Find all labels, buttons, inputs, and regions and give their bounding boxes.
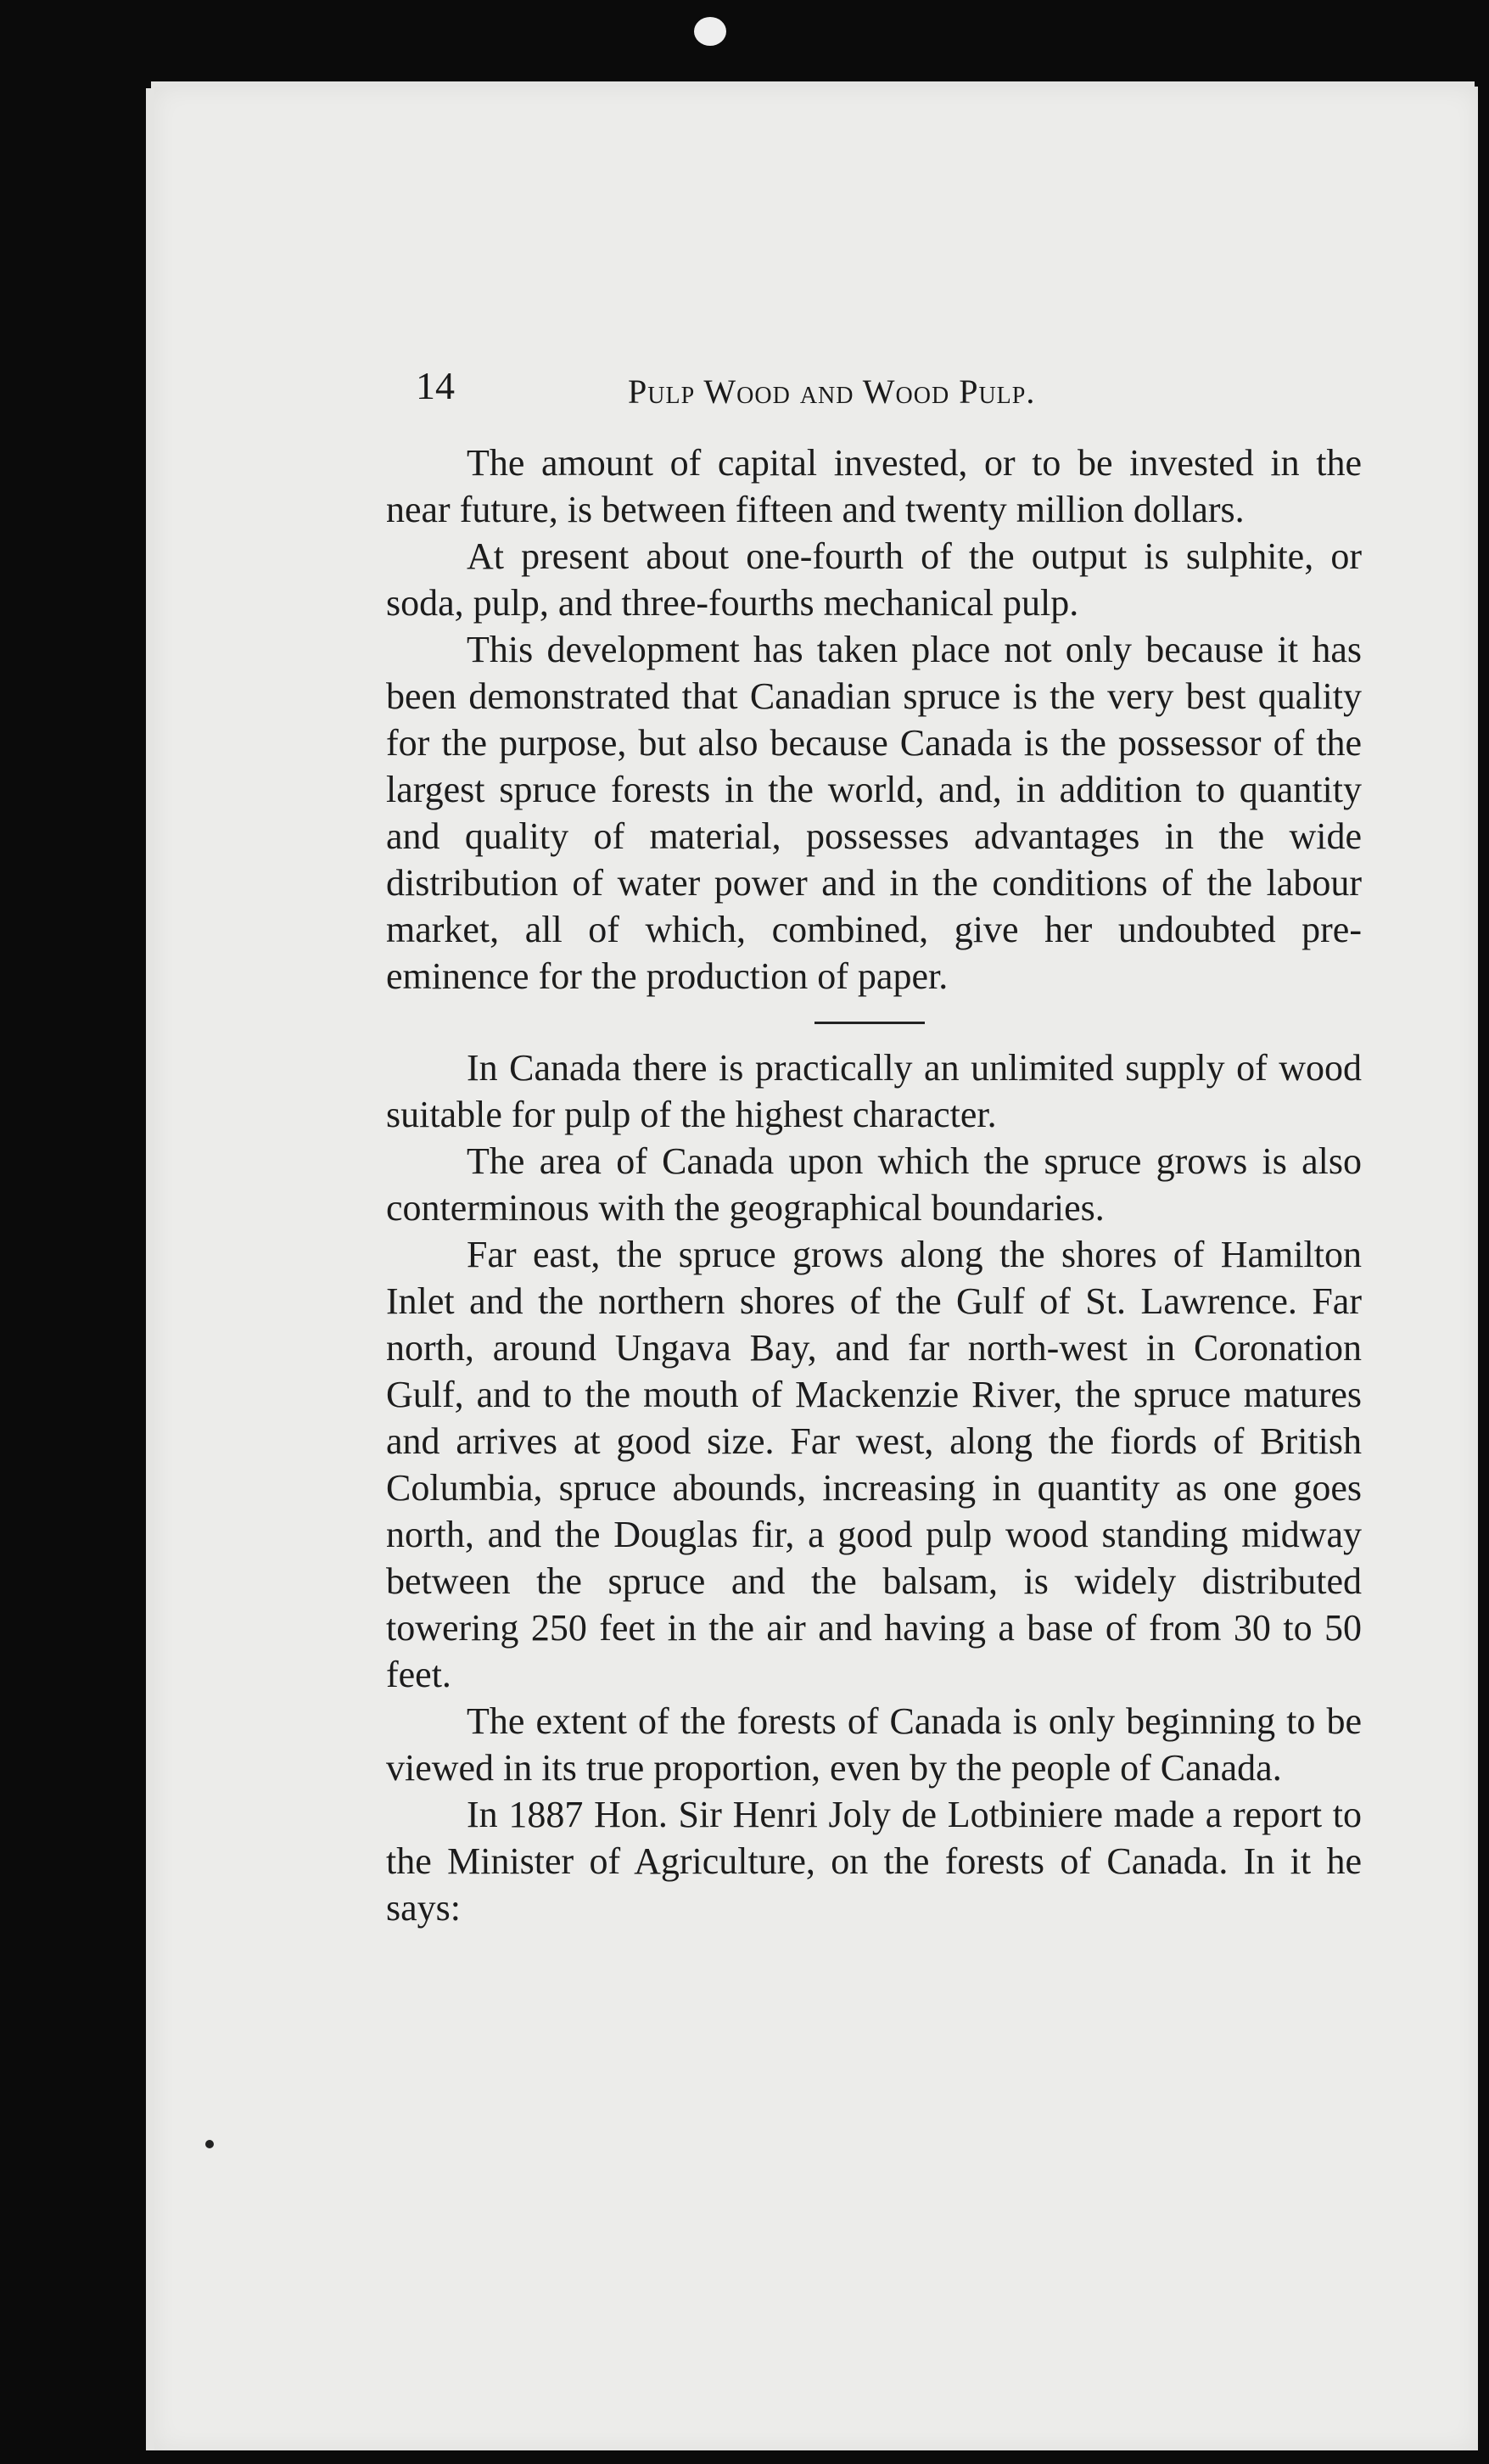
scan-speck <box>205 2140 214 2148</box>
paragraph: The area of Canada upon which the spruce grows is also conterminous with the geographical boundaries. <box>386 1140 1362 1229</box>
paragraph: The extent of the forests of Canada is only beginning to be viewed in its true proportion, even by the people of Canada. <box>386 1700 1362 1789</box>
paragraph: In Canada there is practically an unlimited supply of wood suitable for pulp of the highest character. <box>386 1047 1362 1135</box>
paragraph: This development has taken place not only because it has been demonstrated that Canadian spruce is the very best quality for the purpose, but also because Canada is the possessor of the largest spruce forests in the world, and, in addition to quantity and quality of material, possesses advantages in the wide distribution of water power and in the conditions of the labour market, all of which, combined, give her undoubted pre-eminence for the production of paper. <box>386 629 1362 997</box>
body-text <box>386 440 1362 1931</box>
page-header <box>416 363 1366 423</box>
scan-artifact <box>694 17 726 46</box>
paragraph: Far east, the spruce grows along the shores of Hamilton Inlet and the northern shores of the Gulf of St. Lawrence. Far north, around Ungava Bay, and far north-west in Coronation Gulf, and to the mouth of Mackenzie River, the spruce matures and arrives at good size. Far west, along the fiords of British Columbia, spruce abounds, increasing in quantity as one goes north, and the Douglas fir, a good pulp wood standing midway between the spruce and the balsam, is widely distributed towering 250 feet in the air and having a base of from 30 to 50 feet. <box>386 1234 1362 1695</box>
running-title: Pulp Wood and Wood Pulp. <box>628 372 1036 411</box>
paragraph: The amount of capital invested, or to be invested in the near future, is between fifteen and twenty million dollars. <box>386 442 1362 530</box>
section-divider <box>814 1022 925 1024</box>
paragraph: In 1887 Hon. Sir Henri Joly de Lotbiniere made a report to the Minister of Agriculture, on the forests of Canada. In it he says: <box>386 1794 1362 1929</box>
paragraph: At present about one-fourth of the output is sulphite, or soda, pulp, and three-fourths mechanical pulp. <box>386 535 1362 624</box>
page-number: 14 <box>416 364 455 407</box>
